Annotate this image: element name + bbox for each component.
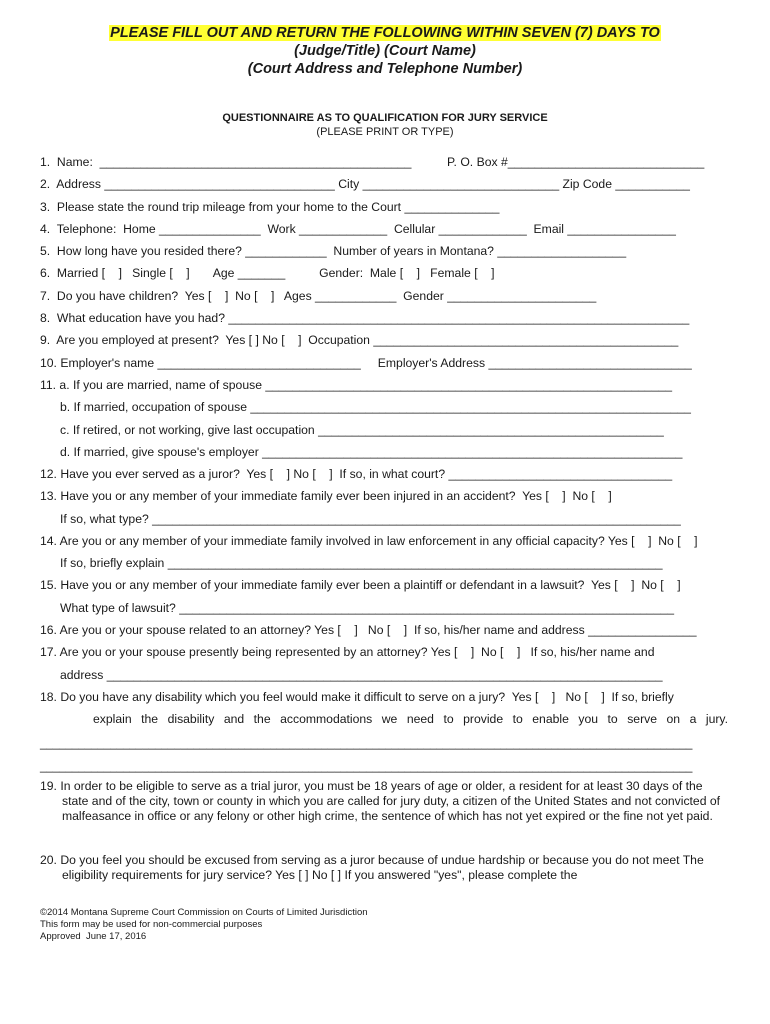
blank-line-1: ______________________________________________________________________________________________________	[40, 738, 693, 750]
header-line-1	[0, 24, 770, 42]
q14-law-enforcement: 14. Are you or any member of your immediate family involved in law enforcement in any official capacity? Yes [ ] No [ ]	[40, 534, 698, 548]
form-title: QUESTIONNAIRE AS TO QUALIFICATION FOR JURY SERVICE	[222, 112, 548, 124]
footer-approved: Approved June 17, 2016	[40, 931, 147, 942]
q2-address: 2. Address __________________________________ City _____________________________ Zip Code ___________	[40, 177, 690, 191]
header-line-3: (Court Address and Telephone Number)	[247, 61, 523, 77]
q10-employer: 10. Employer's name ______________________________ Employer's Address ______________________________	[40, 356, 692, 370]
q20-hardship: 20. Do you feel you should be excused from serving as a juror because of undue hardship or because you do not meet The eligibility requirements for jury service? Yes [ ] No [ ] If you answered "yes", please complete the	[40, 853, 704, 882]
q12-served-juror: 12. Have you ever served as a juror? Yes [ ] No [ ] If so, in what court? _________________________________	[40, 467, 673, 481]
q8-education: 8. What education have you had? ____________________________________________________________________	[40, 311, 690, 325]
q4-telephone: 4. Telephone: Home _______________ Work _____________ Cellular _____________ Email ________________	[40, 222, 676, 236]
q17b-address: address __________________________________________________________________________________	[60, 668, 663, 682]
q14b-explain: If so, briefly explain _________________________________________________________________________	[60, 556, 663, 570]
q18-disability: 18. Do you have any disability which you feel would make it difficult to serve on a jury? Yes [ ] No [ ] If so, briefly	[40, 690, 674, 704]
q16-attorney-relation: 16. Are you or your spouse related to an attorney? Yes [ ] No [ ] If so, his/her name and address ________________	[40, 623, 697, 637]
q13b-injury-type: If so, what type? ______________________________________________________________________________	[60, 512, 681, 526]
q11d-spouse-employer: d. If married, give spouse's employer ______________________________________________________________	[60, 445, 683, 459]
q1-name: 1. Name: ______________________________________________	[40, 155, 412, 169]
footer-copyright: ©2014 Montana Supreme Court Commission on Courts of Limited Jurisdiction	[40, 907, 368, 918]
q1-po-box: P. O. Box #_____________________________	[447, 155, 705, 169]
q13-injured: 13. Have you or any member of your immediate family ever been injured in an accident? Yes [ ] No [ ]	[40, 489, 612, 503]
header-highlight: PLEASE FILL OUT AND RETURN THE FOLLOWING WITHIN SEVEN (7) DAYS TO	[110, 25, 660, 41]
q11b-spouse-occupation: b. If married, occupation of spouse _________________________________________________________________	[60, 400, 691, 414]
q15b-lawsuit-type: What type of lawsuit? _________________________________________________________________________	[60, 601, 675, 615]
q18b-explain: explain the disability and the accommodations we need to provide to enable you to serve on a jury.	[93, 712, 728, 726]
q15-lawsuit: 15. Have you or any member of your immediate family ever been a plaintiff or defendant in a lawsuit? Yes [ ] No [ ]	[40, 578, 681, 592]
form-subtitle: (PLEASE PRINT OR TYPE)	[316, 126, 454, 138]
q5-residence: 5. How long have you resided there? ____________ Number of years in Montana? ___________________	[40, 244, 627, 258]
q19-eligibility: 19. In order to be eligible to serve as a trial juror, you must be 18 years of age or older, a resident for at least 30 days of the state and of the city, town or county in which you are called for jury duty, a citizen of the United States and not convicted of malfeasance in office or any felony or other high crime, the sentence of which has not yet expired or the fine not yet paid.	[40, 779, 721, 823]
blank-line-2: ______________________________________________________________________________________________________	[40, 761, 693, 773]
q7-children: 7. Do you have children? Yes [ ] No [ ] Ages ____________ Gender ______________________	[40, 289, 597, 303]
footer-usage: This form may be used for non-commercial purposes	[40, 919, 263, 930]
q3-mileage: 3. Please state the round trip mileage from your home to the Court ______________	[40, 200, 500, 214]
q17-represented: 17. Are you or your spouse presently being represented by an attorney? Yes [ ] No [ ] If so, his/her name and	[40, 645, 655, 659]
q6-marital-status: 6. Married [ ] Single [ ] Age _______ Gender: Male [ ] Female [ ]	[40, 266, 495, 280]
q11a-spouse-name: 11. a. If you are married, name of spouse ____________________________________________________________	[40, 378, 673, 392]
header-line-2: (Judge/Title) (Court Name)	[294, 43, 476, 59]
q9-employment: 9. Are you employed at present? Yes [ ] No [ ] Occupation _____________________________________________	[40, 333, 679, 347]
q11c-last-occupation: c. If retired, or not working, give last occupation ___________________________________________________	[60, 423, 664, 437]
